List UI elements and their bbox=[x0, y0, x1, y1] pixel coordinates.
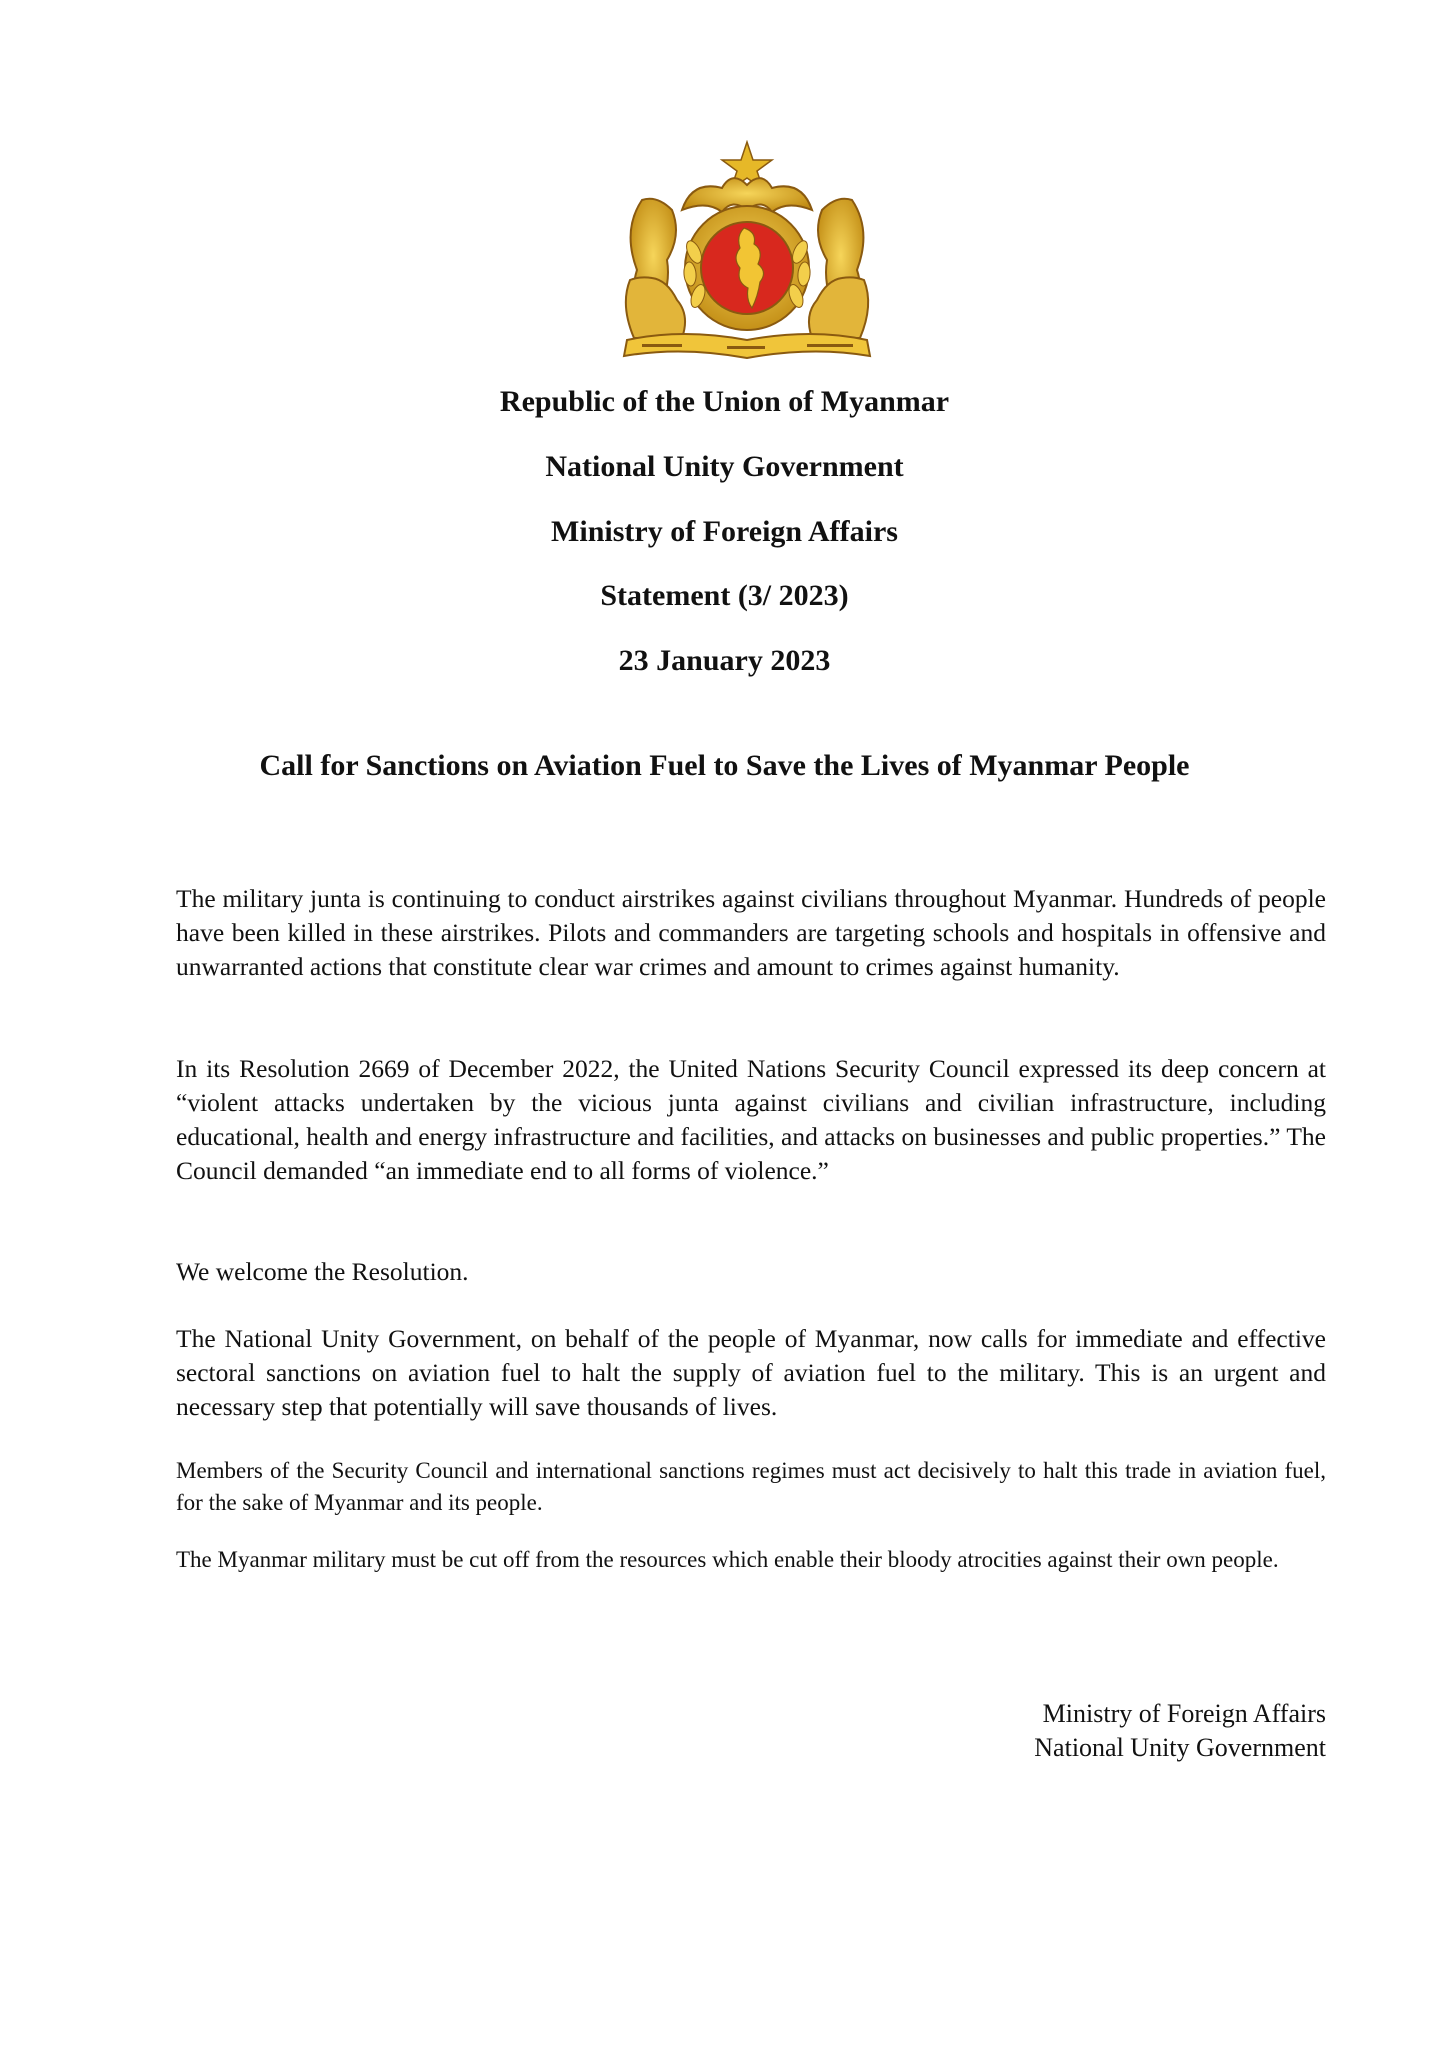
body-paragraph-2: In its Resolution 2669 of December 2022, the United Nations Security Council expressed its deep concern at “violent attacks undertaken by the vicious junta against civilians and civilian infrastructure, including educational, health and energy infrastructure and facilities, and attacks on businesses and public properties.” The Council demanded “an immediate end to all forms of violence.” bbox=[176, 1054, 1326, 1185]
heading-date: 23 January 2023 bbox=[618, 644, 831, 677]
heading-statement-number: Statement (3/ 2023) bbox=[600, 579, 849, 612]
signature-government: National Unity Government bbox=[1034, 1733, 1326, 1762]
body-paragraph-1: The military junta is continuing to conduct airstrikes against civilians throughout Myanmar. Hundreds of people have been killed in these airstrikes. Pilots and commanders are targeting schools and hospitals in offensive and unwarranted actions that constitute clear war crimes and amount to crimes against humanity. bbox=[176, 884, 1326, 981]
signature-block bbox=[1034, 1697, 1326, 1765]
body-paragraph-5: Members of the Security Council and international sanctions regimes must act decisively to halt this trade in aviation fuel, for the sake of Myanmar and its people. bbox=[176, 1458, 1326, 1515]
body-paragraph-3: We welcome the Resolution. bbox=[176, 1257, 469, 1286]
signature-ministry: Ministry of Foreign Affairs bbox=[1042, 1699, 1326, 1728]
statement-title: Call for Sanctions on Aviation Fuel to Save the Lives of Myanmar People bbox=[259, 749, 1190, 782]
body-paragraph-6: The Myanmar military must be cut off from the resources which enable their bloody atrocities against their own people. bbox=[176, 1547, 1279, 1572]
heading-ministry: Ministry of Foreign Affairs bbox=[551, 515, 898, 548]
heading-country: Republic of the Union of Myanmar bbox=[499, 385, 950, 418]
body-paragraph-4: The National Unity Government, on behalf of the people of Myanmar, now calls for immediate and effective sectoral sanctions on aviation fuel to halt the supply of aviation fuel to the military. This is an urgent and necessary step that potentially will save thousands of lives. bbox=[176, 1324, 1326, 1421]
state-emblem-icon bbox=[612, 140, 882, 362]
heading-government: National Unity Government bbox=[545, 450, 904, 483]
